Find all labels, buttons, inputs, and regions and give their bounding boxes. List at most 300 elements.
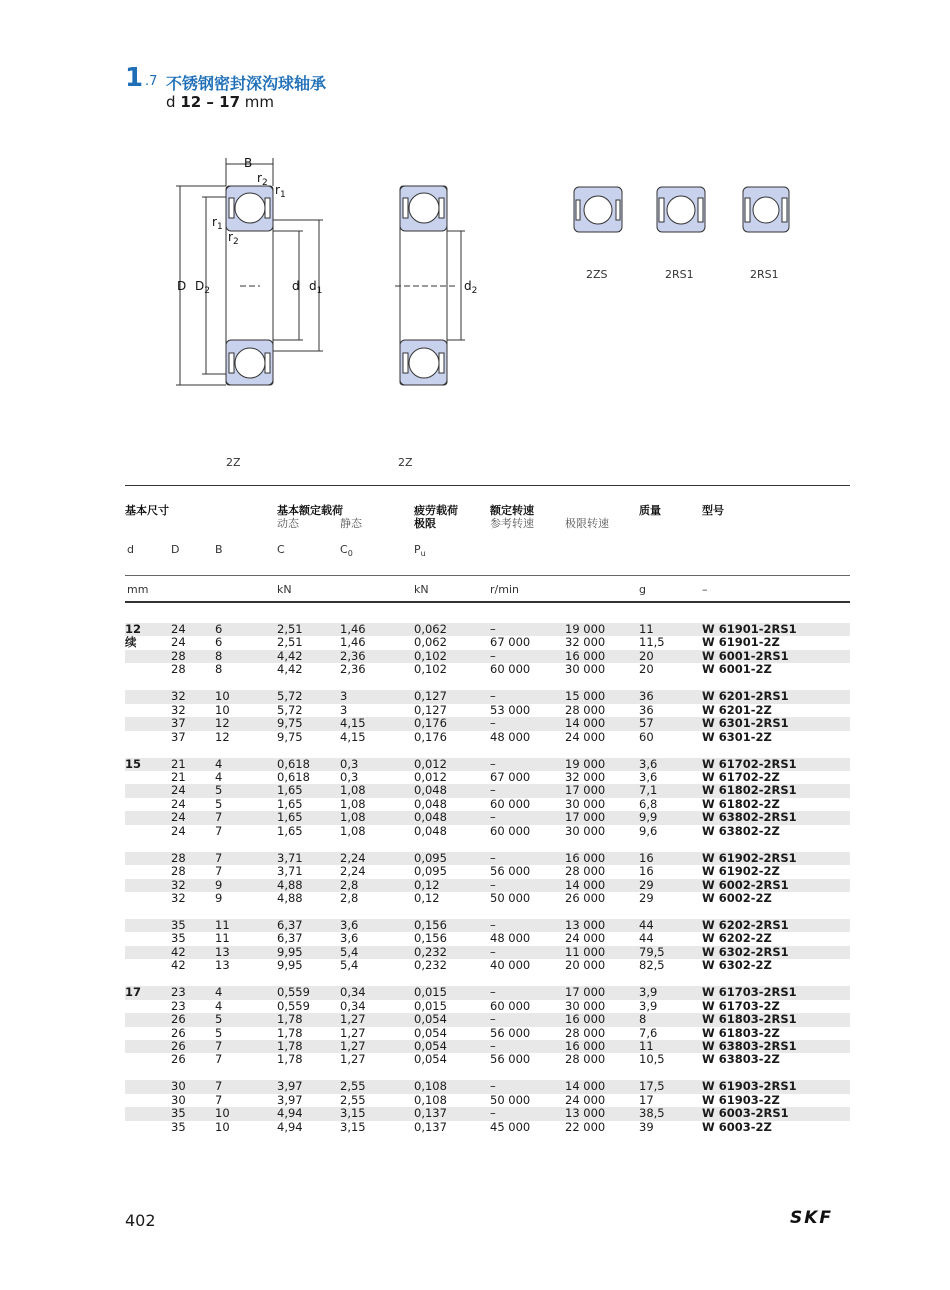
cell-dynamic-load: 9,75 bbox=[277, 717, 340, 730]
table-row bbox=[125, 636, 850, 649]
sym-Pu: $P_u$ bbox=[414, 543, 426, 559]
table-row bbox=[125, 825, 850, 838]
cell-designation: W 61902-2RS1 bbox=[702, 852, 850, 865]
cell-mass: 9,9 bbox=[639, 811, 702, 824]
cell-reference-speed: 60 000 bbox=[490, 998, 531, 1013]
table-row bbox=[125, 852, 850, 865]
cell-limiting-speed: 17 000 bbox=[565, 811, 639, 824]
cell-fatigue-load: 0,015 bbox=[414, 986, 490, 999]
cell-dynamic-load: 4,94 bbox=[277, 1119, 303, 1134]
page-title: 不锈钢密封深沟球轴承 bbox=[166, 74, 327, 93]
cell-reference-speed: 45 000 bbox=[490, 1119, 531, 1134]
cell-outer-dia: 24 bbox=[171, 635, 186, 650]
table-row bbox=[125, 690, 850, 703]
cell-designation: W 6001-2RS1 bbox=[702, 650, 850, 663]
cell-bore bbox=[125, 1040, 171, 1053]
hdr-speed-ratings: 额定转速 bbox=[490, 504, 534, 517]
cell-bore bbox=[125, 690, 171, 703]
cell-static-load: 0,3 bbox=[340, 769, 359, 784]
cell-width: 9 bbox=[215, 891, 223, 906]
cell-outer-dia: 32 bbox=[171, 879, 215, 892]
cell-static-load: 1,08 bbox=[340, 784, 414, 797]
cell-bore bbox=[125, 798, 171, 811]
table-row bbox=[125, 1040, 850, 1053]
cell-bore: 15 bbox=[125, 758, 171, 771]
cell-bore bbox=[125, 1000, 171, 1013]
cell-reference-speed: – bbox=[490, 690, 565, 703]
table-group-spacer bbox=[125, 838, 850, 851]
cell-designation: W 6001-2Z bbox=[702, 662, 772, 677]
cell-static-load: 2,55 bbox=[340, 1080, 414, 1093]
cell-width: 6 bbox=[215, 623, 277, 636]
hdr-load-ratings: 基本额定载荷 bbox=[277, 504, 343, 517]
cell-limiting-speed: 30 000 bbox=[565, 823, 606, 838]
hdr-designation: 型号 bbox=[702, 504, 724, 517]
cell-dynamic-load: 9,95 bbox=[277, 946, 340, 959]
cell-fatigue-load: 0,012 bbox=[414, 769, 447, 784]
cell-width: 7 bbox=[215, 1052, 223, 1067]
cell-dynamic-load: 4,42 bbox=[277, 662, 303, 677]
hdr-dynamic: 动态 bbox=[277, 517, 299, 530]
cell-reference-speed: 60 000 bbox=[490, 796, 531, 811]
seal-label-2: 2RS1 bbox=[665, 268, 694, 281]
table-row bbox=[125, 892, 850, 905]
cell-limiting-speed: 24 000 bbox=[565, 729, 606, 744]
cell-bore bbox=[125, 1080, 171, 1093]
table-row bbox=[125, 784, 850, 797]
cell-outer-dia: 37 bbox=[171, 729, 186, 744]
cell-reference-speed: – bbox=[490, 717, 565, 730]
cell-designation: W 61903-2RS1 bbox=[702, 1080, 850, 1093]
cell-width: 8 bbox=[215, 662, 223, 677]
table-group-spacer bbox=[125, 677, 850, 690]
hdr-fatigue: 疲劳载荷 bbox=[414, 504, 458, 517]
cell-designation: W 63803-2RS1 bbox=[702, 1040, 850, 1053]
cell-width: 7 bbox=[215, 864, 223, 879]
table-group-spacer bbox=[125, 744, 850, 757]
cell-mass: 20 bbox=[639, 662, 654, 677]
cell-outer-dia: 32 bbox=[171, 702, 186, 717]
cell-limiting-speed: 14 000 bbox=[565, 879, 639, 892]
cell-fatigue-load: 0,062 bbox=[414, 623, 490, 636]
cell-bore bbox=[125, 771, 171, 784]
cell-outer-dia: 24 bbox=[171, 811, 215, 824]
cell-static-load: 2,55 bbox=[340, 1092, 366, 1107]
cell-limiting-speed: 19 000 bbox=[565, 623, 639, 636]
table-row bbox=[125, 731, 850, 744]
cell-static-load: 3,15 bbox=[340, 1119, 366, 1134]
cell-width: 10 bbox=[215, 1119, 230, 1134]
cell-bore bbox=[125, 650, 171, 663]
cell-designation: W 61802-2RS1 bbox=[702, 784, 850, 797]
cell-designation: W 6301-2RS1 bbox=[702, 717, 850, 730]
cell-bore bbox=[125, 717, 171, 730]
cell-static-load: 1,08 bbox=[340, 796, 366, 811]
seal-label-1: 2ZS bbox=[586, 268, 608, 281]
cell-outer-dia: 28 bbox=[171, 864, 186, 879]
cell-static-load: 1,08 bbox=[340, 823, 366, 838]
cell-outer-dia: 23 bbox=[171, 986, 215, 999]
units-top-rule bbox=[125, 575, 850, 576]
cell-designation: W 6302-2RS1 bbox=[702, 946, 850, 959]
cell-static-load: 0,34 bbox=[340, 998, 366, 1013]
cell-width: 10 bbox=[215, 1107, 277, 1120]
cell-reference-speed: – bbox=[490, 946, 565, 959]
cell-bore bbox=[125, 879, 171, 892]
cell-width: 13 bbox=[215, 946, 277, 959]
cell-mass: 3,6 bbox=[639, 769, 658, 784]
cell-bore bbox=[125, 811, 171, 824]
sym-d: d bbox=[127, 543, 134, 556]
hdr-main-dims: 基本尺寸 bbox=[125, 504, 169, 517]
cell-bore bbox=[125, 1053, 171, 1066]
cell-bore bbox=[125, 825, 171, 838]
table-row bbox=[125, 879, 850, 892]
cell-fatigue-load: 0,232 bbox=[414, 958, 447, 973]
cell-reference-speed: – bbox=[490, 852, 565, 865]
cell-limiting-speed: 16 000 bbox=[565, 1013, 639, 1026]
cell-static-load: 2,8 bbox=[340, 879, 414, 892]
table-row bbox=[125, 798, 850, 811]
cell-outer-dia: 32 bbox=[171, 690, 215, 703]
cell-fatigue-load: 0,054 bbox=[414, 1052, 447, 1067]
seal-label-3: 2RS1 bbox=[750, 268, 779, 281]
dim-d2-label: $d_2$ bbox=[464, 279, 478, 296]
cell-outer-dia: 35 bbox=[171, 1119, 186, 1134]
cell-dynamic-load: 0,559 bbox=[277, 986, 340, 999]
cell-static-load: 4,15 bbox=[340, 717, 414, 730]
cell-width: 9 bbox=[215, 879, 277, 892]
cell-designation: W 6202-2RS1 bbox=[702, 919, 850, 932]
cell-mass: 8 bbox=[639, 1013, 702, 1026]
cell-fatigue-load: 0,095 bbox=[414, 852, 490, 865]
cell-limiting-speed: 30 000 bbox=[565, 796, 606, 811]
cell-dynamic-load: 9,75 bbox=[277, 729, 303, 744]
cell-mass: 11 bbox=[639, 1040, 702, 1053]
cell-designation: W 6201-2Z bbox=[702, 702, 772, 717]
cell-limiting-speed: 28 000 bbox=[565, 864, 606, 879]
cell-fatigue-load: 0,048 bbox=[414, 823, 447, 838]
cell-dynamic-load: 6,37 bbox=[277, 931, 303, 946]
cell-reference-speed: – bbox=[490, 1040, 565, 1053]
cell-limiting-speed: 19 000 bbox=[565, 758, 639, 771]
cell-dynamic-load: 1,78 bbox=[277, 1040, 340, 1053]
cell-designation: W 63802-2RS1 bbox=[702, 811, 850, 824]
cell-bore bbox=[125, 784, 171, 797]
cell-mass: 36 bbox=[639, 690, 702, 703]
cell-limiting-speed: 14 000 bbox=[565, 1080, 639, 1093]
cell-limiting-speed: 17 000 bbox=[565, 986, 639, 999]
caption-left: 2Z bbox=[226, 456, 241, 469]
cell-mass: 16 bbox=[639, 864, 654, 879]
cell-designation: W 61901-2RS1 bbox=[702, 623, 850, 636]
cell-reference-speed: 56 000 bbox=[490, 1025, 531, 1040]
cell-limiting-speed: 11 000 bbox=[565, 946, 639, 959]
cell-limiting-speed: 28 000 bbox=[565, 1025, 606, 1040]
table-row bbox=[125, 1080, 850, 1093]
cell-fatigue-load: 0,137 bbox=[414, 1107, 490, 1120]
unit-g: g bbox=[639, 583, 646, 596]
table-group-spacer bbox=[125, 1067, 850, 1080]
table-row bbox=[125, 758, 850, 771]
cell-outer-dia: 35 bbox=[171, 919, 215, 932]
cell-mass: 3,9 bbox=[639, 986, 702, 999]
cell-reference-speed: 53 000 bbox=[490, 702, 531, 717]
cell-fatigue-load: 0,12 bbox=[414, 879, 490, 892]
cell-reference-speed: 50 000 bbox=[490, 891, 531, 906]
dim-r2-left: $r_2$ bbox=[228, 230, 239, 247]
cell-limiting-speed: 28 000 bbox=[565, 1052, 606, 1067]
cell-designation: W 61703-2Z bbox=[702, 998, 780, 1013]
table-row bbox=[125, 932, 850, 945]
cell-designation: W 6201-2RS1 bbox=[702, 690, 850, 703]
cell-mass: 39 bbox=[639, 1119, 654, 1134]
cell-dynamic-load: 3,71 bbox=[277, 864, 303, 879]
cell-static-load: 1,46 bbox=[340, 623, 414, 636]
cell-width: 7 bbox=[215, 811, 277, 824]
cell-bore bbox=[125, 919, 171, 932]
cell-dynamic-load: 1,65 bbox=[277, 784, 340, 797]
cell-dynamic-load: 4,88 bbox=[277, 891, 303, 906]
table-row bbox=[125, 1121, 850, 1134]
table-top-rule bbox=[125, 485, 850, 486]
cell-outer-dia: 35 bbox=[171, 931, 186, 946]
cell-fatigue-load: 0,108 bbox=[414, 1080, 490, 1093]
cell-limiting-speed: 22 000 bbox=[565, 1119, 606, 1134]
cell-designation: W 61902-2Z bbox=[702, 864, 780, 879]
cell-outer-dia: 28 bbox=[171, 662, 186, 677]
cell-fatigue-load: 0,156 bbox=[414, 919, 490, 932]
page-number: 402 bbox=[125, 1211, 156, 1230]
cell-outer-dia: 26 bbox=[171, 1013, 215, 1026]
cell-reference-speed: 60 000 bbox=[490, 823, 531, 838]
range-unit: mm bbox=[244, 93, 275, 111]
cell-static-load: 5,4 bbox=[340, 958, 359, 973]
table-row bbox=[125, 1053, 850, 1066]
cell-mass: 17 bbox=[639, 1092, 654, 1107]
cell-bore bbox=[125, 892, 171, 905]
cell-mass: 79,5 bbox=[639, 946, 702, 959]
cell-width: 4 bbox=[215, 769, 223, 784]
svg-text:SKF: SKF bbox=[790, 1208, 834, 1227]
cell-fatigue-load: 0,062 bbox=[414, 635, 447, 650]
cell-limiting-speed: 13 000 bbox=[565, 1107, 639, 1120]
cell-static-load: 1,27 bbox=[340, 1025, 366, 1040]
cell-mass: 16 bbox=[639, 852, 702, 865]
cell-dynamic-load: 3,97 bbox=[277, 1092, 303, 1107]
cell-fatigue-load: 0,015 bbox=[414, 998, 447, 1013]
cell-outer-dia: 35 bbox=[171, 1107, 215, 1120]
cell-outer-dia: 24 bbox=[171, 796, 186, 811]
hdr-limiting: 极限转速 bbox=[565, 517, 609, 530]
cell-width: 13 bbox=[215, 958, 230, 973]
cell-limiting-speed: 32 000 bbox=[565, 635, 606, 650]
cell-width: 12 bbox=[215, 729, 230, 744]
table-row bbox=[125, 717, 850, 730]
units-bottom-rule bbox=[125, 601, 850, 603]
cell-fatigue-load: 0,137 bbox=[414, 1119, 447, 1134]
cell-width: 11 bbox=[215, 919, 277, 932]
cell-static-load: 2,24 bbox=[340, 852, 414, 865]
unit-kn-1: kN bbox=[277, 583, 292, 596]
cell-dynamic-load: 1,78 bbox=[277, 1025, 303, 1040]
cell-mass: 9,6 bbox=[639, 823, 658, 838]
cell-width: 7 bbox=[215, 823, 223, 838]
table-row bbox=[125, 623, 850, 636]
cell-fatigue-load: 0,127 bbox=[414, 702, 447, 717]
cell-width: 7 bbox=[215, 1092, 223, 1107]
cell-designation: W 6301-2Z bbox=[702, 729, 772, 744]
table-group-spacer bbox=[125, 905, 850, 918]
table-group-spacer bbox=[125, 973, 850, 986]
cell-dynamic-load: 5,72 bbox=[277, 690, 340, 703]
table-row bbox=[125, 986, 850, 999]
cell-fatigue-load: 0,176 bbox=[414, 717, 490, 730]
cell-mass: 7,1 bbox=[639, 784, 702, 797]
cell-reference-speed: 56 000 bbox=[490, 1052, 531, 1067]
cell-width: 12 bbox=[215, 717, 277, 730]
cell-limiting-speed: 15 000 bbox=[565, 690, 639, 703]
skf-logo bbox=[789, 1207, 851, 1227]
cell-dynamic-load: 2,51 bbox=[277, 635, 303, 650]
cell-reference-speed: – bbox=[490, 1107, 565, 1120]
cell-dynamic-load: 0,618 bbox=[277, 769, 310, 784]
table-row bbox=[125, 811, 850, 824]
cell-designation: W 61703-2RS1 bbox=[702, 986, 850, 999]
cell-static-load: 1,27 bbox=[340, 1040, 414, 1053]
cell-outer-dia: 24 bbox=[171, 623, 215, 636]
cell-bore bbox=[125, 932, 171, 945]
cell-bore bbox=[125, 865, 171, 878]
cell-mass: 3,6 bbox=[639, 758, 702, 771]
cell-dynamic-load: 1,65 bbox=[277, 796, 303, 811]
hdr-mass: 质量 bbox=[639, 504, 661, 517]
cell-fatigue-load: 0,054 bbox=[414, 1025, 447, 1040]
cell-designation: W 63803-2Z bbox=[702, 1052, 780, 1067]
hdr-static: 静态 bbox=[340, 517, 362, 530]
cell-reference-speed: 67 000 bbox=[490, 635, 531, 650]
cell-mass: 29 bbox=[639, 891, 654, 906]
cell-bore bbox=[125, 663, 171, 676]
cell-outer-dia: 23 bbox=[171, 998, 186, 1013]
cell-limiting-speed: 16 000 bbox=[565, 1040, 639, 1053]
cell-static-load: 3,6 bbox=[340, 919, 414, 932]
dim-b-label: B bbox=[244, 156, 253, 170]
cell-outer-dia: 30 bbox=[171, 1080, 215, 1093]
section-number: 1 bbox=[125, 63, 144, 93]
cell-mass: 44 bbox=[639, 931, 654, 946]
cell-width: 4 bbox=[215, 998, 223, 1013]
cell-outer-dia: 26 bbox=[171, 1052, 186, 1067]
cell-designation: W 6002-2Z bbox=[702, 891, 772, 906]
cell-mass: 3,9 bbox=[639, 998, 658, 1013]
table-row bbox=[125, 704, 850, 717]
cell-designation: W 61702-2Z bbox=[702, 769, 780, 784]
cell-fatigue-load: 0,054 bbox=[414, 1040, 490, 1053]
cell-width: 11 bbox=[215, 931, 230, 946]
cell-bore bbox=[125, 1107, 171, 1120]
sym-C: C bbox=[277, 543, 285, 556]
cell-outer-dia: 42 bbox=[171, 946, 215, 959]
table-row bbox=[125, 663, 850, 676]
cell-dynamic-load: 6,37 bbox=[277, 919, 340, 932]
dim-D-label: D bbox=[177, 279, 187, 293]
cell-reference-speed: – bbox=[490, 919, 565, 932]
cell-static-load: 2,36 bbox=[340, 662, 366, 677]
cell-mass: 6,8 bbox=[639, 796, 658, 811]
cell-bore bbox=[125, 852, 171, 865]
cell-dynamic-load: 3,71 bbox=[277, 852, 340, 865]
bearing-data-table bbox=[125, 623, 850, 1134]
cell-bore bbox=[125, 1094, 171, 1107]
cell-mass: 60 bbox=[639, 729, 654, 744]
cell-width: 7 bbox=[215, 1040, 277, 1053]
cell-width: 8 bbox=[215, 650, 277, 663]
seal-variant-2rs1-b bbox=[743, 187, 789, 232]
cell-reference-speed: 67 000 bbox=[490, 769, 531, 784]
seal-variant-2zs bbox=[574, 187, 622, 232]
cell-width: 5 bbox=[215, 796, 223, 811]
cell-bore bbox=[125, 704, 171, 717]
cell-outer-dia: 21 bbox=[171, 758, 215, 771]
cell-limiting-speed: 16 000 bbox=[565, 852, 639, 865]
cell-outer-dia: 21 bbox=[171, 769, 186, 784]
cell-designation: W 63802-2Z bbox=[702, 823, 780, 838]
range-value: 12 – 17 bbox=[180, 93, 241, 111]
table-row bbox=[125, 771, 850, 784]
cell-limiting-speed: 14 000 bbox=[565, 717, 639, 730]
seal-variant-2rs1-a bbox=[657, 187, 705, 232]
cell-dynamic-load: 0,618 bbox=[277, 758, 340, 771]
cell-bore bbox=[125, 946, 171, 959]
cell-designation: W 61803-2Z bbox=[702, 1025, 780, 1040]
table-row bbox=[125, 1107, 850, 1120]
cell-dynamic-load: 5,72 bbox=[277, 702, 303, 717]
cell-designation: W 6202-2Z bbox=[702, 931, 772, 946]
table-row bbox=[125, 650, 850, 663]
cell-designation: W 6302-2Z bbox=[702, 958, 772, 973]
sym-B: B bbox=[215, 543, 223, 556]
cell-mass: 11,5 bbox=[639, 635, 665, 650]
cell-outer-dia: 32 bbox=[171, 891, 186, 906]
cell-static-load: 3 bbox=[340, 690, 414, 703]
table-row bbox=[125, 1000, 850, 1013]
cell-fatigue-load: 0,232 bbox=[414, 946, 490, 959]
cell-limiting-speed: 24 000 bbox=[565, 931, 606, 946]
cell-width: 10 bbox=[215, 690, 277, 703]
section-subnumber: .7 bbox=[145, 74, 158, 89]
cell-dynamic-load: 4,42 bbox=[277, 650, 340, 663]
cell-fatigue-load: 0,048 bbox=[414, 811, 490, 824]
cell-width: 7 bbox=[215, 1080, 277, 1093]
cell-width: 5 bbox=[215, 1013, 277, 1026]
cell-width: 7 bbox=[215, 852, 277, 865]
cell-static-load: 4,15 bbox=[340, 729, 366, 744]
range-prefix: d bbox=[166, 93, 176, 111]
cell-mass: 10,5 bbox=[639, 1052, 665, 1067]
cell-dynamic-load: 4,88 bbox=[277, 879, 340, 892]
cell-width: 10 bbox=[215, 702, 230, 717]
cell-designation: W 61901-2Z bbox=[702, 635, 780, 650]
cell-fatigue-load: 0,102 bbox=[414, 662, 447, 677]
cell-static-load: 3,15 bbox=[340, 1107, 414, 1120]
cell-reference-speed: – bbox=[490, 650, 565, 663]
cell-static-load: 1,08 bbox=[340, 811, 414, 824]
cell-limiting-speed: 13 000 bbox=[565, 919, 639, 932]
cell-mass: 36 bbox=[639, 702, 654, 717]
cell-dynamic-load: 1,78 bbox=[277, 1052, 303, 1067]
sym-D: D bbox=[171, 543, 180, 556]
